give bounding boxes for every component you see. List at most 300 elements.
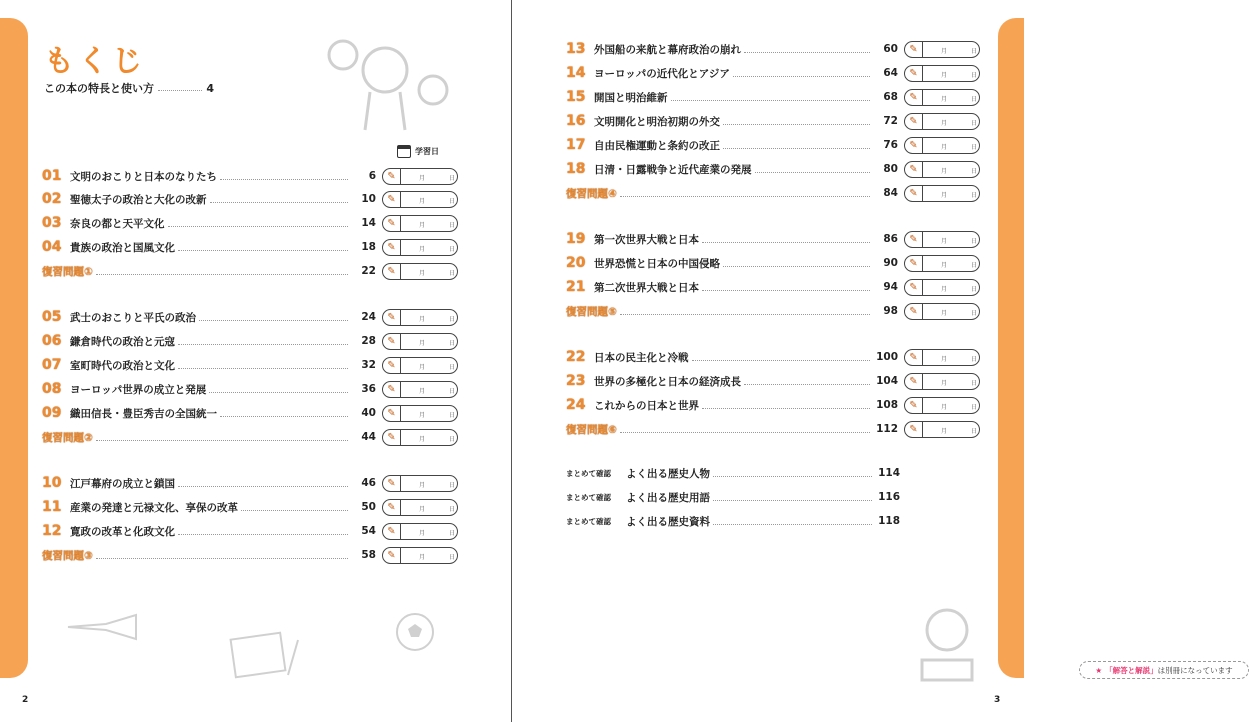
- leader-dots: [713, 493, 872, 501]
- pencil-icon: ✎: [905, 256, 923, 271]
- leader-dots: [178, 243, 348, 251]
- lesson-row[interactable]: [566, 39, 980, 59]
- study-date-box[interactable]: [904, 349, 980, 366]
- study-date-box[interactable]: [382, 168, 458, 185]
- leader-dots: [96, 551, 348, 559]
- day-label: 日: [449, 269, 456, 277]
- pencil-icon: ✎: [383, 310, 401, 325]
- review-row[interactable]: [566, 183, 980, 203]
- intro-row[interactable]: [44, 80, 214, 96]
- study-date-box[interactable]: [904, 161, 980, 178]
- day-label: 日: [449, 435, 456, 443]
- leader-dots: [620, 425, 870, 433]
- review-title: 復習問題③: [42, 549, 93, 562]
- lesson-title: 室町時代の政治と文化: [70, 359, 175, 372]
- lesson-row[interactable]: [566, 395, 980, 415]
- page-number: 80: [883, 163, 898, 175]
- pencil-icon: ✎: [383, 334, 401, 349]
- lesson-row[interactable]: [566, 229, 980, 249]
- lesson-row[interactable]: [566, 277, 980, 297]
- day-label: 日: [971, 143, 978, 151]
- lesson-number: 20: [566, 255, 586, 271]
- lesson-number: 23: [566, 373, 586, 389]
- study-date-box[interactable]: [904, 255, 980, 272]
- month-label: 月: [941, 261, 948, 269]
- lesson-number: 09: [42, 405, 62, 421]
- lesson-row[interactable]: [42, 166, 458, 186]
- study-date-box[interactable]: [904, 89, 980, 106]
- study-date-box[interactable]: [382, 547, 458, 564]
- day-label: 日: [449, 221, 456, 229]
- lesson-number: 11: [42, 499, 62, 515]
- page-title: もくじ: [44, 44, 146, 79]
- month-label: 月: [941, 143, 948, 151]
- month-label: 月: [941, 47, 948, 55]
- summary-label: まとめて確認: [566, 468, 611, 478]
- day-label: 日: [449, 505, 456, 513]
- soccer-ball-icon: [395, 612, 435, 652]
- page-number: 18: [361, 241, 376, 253]
- lesson-title: 第二次世界大戦と日本: [594, 281, 699, 294]
- trumpet-icon: [66, 612, 146, 642]
- lesson-row[interactable]: [566, 253, 980, 273]
- summary-label: まとめて確認: [566, 516, 611, 526]
- day-label: 日: [971, 47, 978, 55]
- lesson-row[interactable]: [42, 331, 458, 351]
- pencil-icon: ✎: [383, 476, 401, 491]
- pencil-icon: ✎: [905, 186, 923, 201]
- leader-dots: [713, 517, 872, 525]
- lesson-number: 05: [42, 309, 62, 325]
- lesson-number: 15: [566, 89, 586, 105]
- lesson-title: 世界恐慌と日本の中国侵略: [594, 257, 720, 270]
- summary-row[interactable]: [566, 463, 900, 483]
- month-label: 月: [419, 197, 426, 205]
- lesson-number: 14: [566, 65, 586, 81]
- leader-dots: [96, 267, 348, 275]
- pencil-icon: ✎: [383, 358, 401, 373]
- study-date-box[interactable]: [904, 303, 980, 320]
- intro-label: この本の特長と使い方: [44, 82, 154, 95]
- pencil-icon: ✎: [905, 350, 923, 365]
- review-title: 復習問題②: [42, 431, 93, 444]
- review-row[interactable]: [42, 545, 458, 565]
- month-label: 月: [419, 363, 426, 371]
- summary-title: よく出る歴史資料: [626, 515, 710, 528]
- study-date-box[interactable]: [904, 279, 980, 296]
- lesson-title: 奈良の都と天平文化: [70, 217, 165, 230]
- lesson-number: 06: [42, 333, 62, 349]
- study-date-box[interactable]: [382, 191, 458, 208]
- page-number: 58: [361, 549, 376, 561]
- summary-label: まとめて確認: [566, 492, 611, 502]
- lesson-title: 日清・日露戦争と近代産業の発展: [594, 163, 752, 176]
- study-date-box[interactable]: [904, 65, 980, 82]
- lesson-title: 日本の民主化と冷戦: [594, 351, 689, 364]
- lesson-title: 聖徳太子の政治と大化の改新: [70, 193, 207, 206]
- page-number-right: 3: [994, 695, 1001, 705]
- pencil-icon: ✎: [383, 216, 401, 231]
- study-date-box[interactable]: [904, 113, 980, 130]
- lesson-title: 鎌倉時代の政治と元寇: [70, 335, 175, 348]
- summary-row[interactable]: [566, 511, 900, 531]
- lesson-title: 寛政の改革と化政文化: [70, 525, 175, 538]
- note-text: は別冊になっています: [1157, 665, 1233, 675]
- lesson-row[interactable]: [566, 63, 980, 83]
- review-row[interactable]: [42, 427, 458, 447]
- leader-dots: [723, 141, 870, 149]
- leader-dots: [702, 283, 870, 291]
- left-orange-tab: [0, 18, 28, 678]
- month-label: 月: [941, 285, 948, 293]
- leader-dots: [220, 409, 348, 417]
- page-number: 86: [883, 233, 898, 245]
- study-date-box[interactable]: [382, 215, 458, 232]
- lesson-title: 世界の多極化と日本の経済成長: [594, 375, 741, 388]
- review-row[interactable]: [566, 301, 980, 321]
- study-date-box[interactable]: [382, 475, 458, 492]
- leader-dots: [178, 479, 348, 487]
- pencil-icon: ✎: [383, 382, 401, 397]
- notebook-icon: [230, 630, 300, 680]
- lesson-title: これからの日本と世界: [594, 399, 699, 412]
- study-day-header: [397, 145, 439, 158]
- pencil-icon: ✎: [905, 304, 923, 319]
- pencil-icon: ✎: [383, 524, 401, 539]
- study-date-box[interactable]: [904, 397, 980, 414]
- review-title: 復習問題④: [566, 187, 617, 200]
- study-date-box[interactable]: [382, 309, 458, 326]
- note-highlight: 「解答と解説」: [1105, 665, 1158, 675]
- pencil-icon: ✎: [905, 398, 923, 413]
- day-label: 日: [971, 167, 978, 175]
- pencil-icon: ✎: [383, 406, 401, 421]
- page-number: 104: [876, 375, 898, 387]
- month-label: 月: [941, 427, 948, 435]
- day-label: 日: [449, 363, 456, 371]
- pencil-icon: ✎: [383, 430, 401, 445]
- page-number: 14: [361, 217, 376, 229]
- leader-dots: [241, 503, 348, 511]
- day-label: 日: [971, 71, 978, 79]
- lesson-row[interactable]: [566, 87, 980, 107]
- study-date-box[interactable]: [382, 523, 458, 540]
- lesson-title: 武士のおこりと平氏の政治: [70, 311, 196, 324]
- summary-title: よく出る歴史人物: [626, 467, 710, 480]
- lesson-number: 02: [42, 191, 62, 207]
- leader-dots: [702, 235, 870, 243]
- review-row[interactable]: [42, 261, 458, 281]
- page-number: 24: [361, 311, 376, 323]
- day-label: 日: [971, 427, 978, 435]
- page-number: 54: [361, 525, 376, 537]
- page-number: 116: [878, 491, 900, 503]
- lesson-number: 24: [566, 397, 586, 413]
- page-number: 46: [361, 477, 376, 489]
- lesson-row[interactable]: [566, 347, 980, 367]
- leader-dots: [178, 361, 348, 369]
- month-label: 月: [419, 411, 426, 419]
- month-label: 月: [419, 505, 426, 513]
- pencil-icon: ✎: [383, 500, 401, 515]
- review-row[interactable]: [566, 419, 980, 439]
- lesson-row[interactable]: [42, 497, 458, 517]
- lesson-row[interactable]: [566, 371, 980, 391]
- lesson-row[interactable]: [42, 403, 458, 423]
- day-label: 日: [971, 191, 978, 199]
- review-title: 復習問題⑥: [566, 423, 617, 436]
- page-number: 28: [361, 335, 376, 347]
- day-label: 日: [449, 387, 456, 395]
- lesson-row[interactable]: [42, 473, 458, 493]
- lesson-number: 18: [566, 161, 586, 177]
- month-label: 月: [419, 221, 426, 229]
- day-label: 日: [971, 285, 978, 293]
- lesson-number: 03: [42, 215, 62, 231]
- pencil-icon: ✎: [905, 66, 923, 81]
- study-day-label: 学習日: [415, 147, 439, 156]
- answer-booklet-note: [1079, 661, 1249, 679]
- leader-dots: [692, 353, 871, 361]
- month-label: 月: [419, 269, 426, 277]
- page-number: 22: [361, 265, 376, 277]
- month-label: 月: [941, 237, 948, 245]
- lesson-row[interactable]: [42, 355, 458, 375]
- pencil-icon: ✎: [383, 240, 401, 255]
- lesson-row[interactable]: [42, 307, 458, 327]
- leader-dots: [723, 259, 870, 267]
- page-number: 6: [368, 170, 376, 182]
- mascot-studying-icon: [912, 600, 982, 685]
- page-number: 40: [361, 407, 376, 419]
- pencil-icon: ✎: [905, 138, 923, 153]
- lesson-title: 江戸幕府の成立と鎖国: [70, 477, 175, 490]
- lesson-row[interactable]: [42, 521, 458, 541]
- leader-dots: [620, 189, 870, 197]
- pencil-icon: ✎: [905, 232, 923, 247]
- lesson-number: 07: [42, 357, 62, 373]
- pencil-icon: ✎: [905, 374, 923, 389]
- day-label: 日: [449, 529, 456, 537]
- day-label: 日: [449, 197, 456, 205]
- month-label: 月: [419, 529, 426, 537]
- study-date-box[interactable]: [904, 41, 980, 58]
- lesson-title: 織田信長・豊臣秀吉の全国統一: [70, 407, 217, 420]
- summary-row[interactable]: [566, 487, 900, 507]
- lesson-number: 12: [42, 523, 62, 539]
- pencil-icon: ✎: [905, 42, 923, 57]
- study-date-box[interactable]: [904, 421, 980, 438]
- lesson-row[interactable]: [566, 159, 980, 179]
- month-label: 月: [941, 95, 948, 103]
- day-label: 日: [449, 174, 456, 182]
- day-label: 日: [449, 553, 456, 561]
- pencil-icon: ✎: [905, 114, 923, 129]
- lesson-title: 文明のおこりと日本のなりたち: [70, 170, 217, 183]
- study-date-box[interactable]: [904, 373, 980, 390]
- day-label: 日: [971, 355, 978, 363]
- month-label: 月: [941, 379, 948, 387]
- page-number: 36: [361, 383, 376, 395]
- month-label: 月: [941, 119, 948, 127]
- month-label: 月: [941, 71, 948, 79]
- study-date-box[interactable]: [904, 185, 980, 202]
- pencil-icon: ✎: [383, 169, 401, 184]
- page-number: 90: [883, 257, 898, 269]
- day-label: 日: [971, 119, 978, 127]
- lesson-number: 04: [42, 239, 62, 255]
- page-number: 84: [883, 187, 898, 199]
- page-number: 72: [883, 115, 898, 127]
- lesson-title: 開国と明治維新: [594, 91, 668, 104]
- page-number: 10: [361, 193, 376, 205]
- month-label: 月: [941, 191, 948, 199]
- lesson-title: ヨーロッパ世界の成立と発展: [70, 383, 207, 396]
- page-number: 76: [883, 139, 898, 151]
- lesson-number: 13: [566, 41, 586, 57]
- review-title: 復習問題①: [42, 265, 93, 278]
- leader-dots: [702, 401, 870, 409]
- day-label: 日: [449, 339, 456, 347]
- leader-dots: [209, 385, 348, 393]
- lesson-title: ヨーロッパの近代化とアジア: [594, 67, 730, 80]
- lesson-row[interactable]: [566, 135, 980, 155]
- lesson-row[interactable]: [42, 189, 458, 209]
- page-number: 98: [883, 305, 898, 317]
- page-number: 100: [876, 351, 898, 363]
- month-label: 月: [419, 553, 426, 561]
- day-label: 日: [971, 261, 978, 269]
- calendar-icon: [397, 145, 411, 158]
- page-number: 118: [878, 515, 900, 527]
- leader-dots: [178, 337, 348, 345]
- month-label: 月: [419, 435, 426, 443]
- lesson-number: 17: [566, 137, 586, 153]
- leader-dots: [744, 377, 870, 385]
- leader-dots: [620, 307, 870, 315]
- page-number: 32: [361, 359, 376, 371]
- month-label: 月: [941, 403, 948, 411]
- lesson-title: 自由民権運動と条約の改正: [594, 139, 720, 152]
- day-label: 日: [449, 315, 456, 323]
- month-label: 月: [941, 309, 948, 317]
- month-label: 月: [419, 315, 426, 323]
- summary-title: よく出る歴史用語: [626, 491, 710, 504]
- study-date-box[interactable]: [382, 429, 458, 446]
- study-date-box[interactable]: [382, 381, 458, 398]
- leader-dots: [713, 469, 872, 477]
- study-date-box[interactable]: [382, 239, 458, 256]
- study-date-box[interactable]: [382, 405, 458, 422]
- leader-dots: [671, 93, 871, 101]
- page-number: 112: [876, 423, 898, 435]
- month-label: 月: [419, 174, 426, 182]
- leader-dots: [210, 195, 349, 203]
- leader-dots: [220, 172, 348, 180]
- pencil-icon: ✎: [383, 548, 401, 563]
- study-date-box[interactable]: [382, 263, 458, 280]
- lesson-title: 外国船の来航と幕府政治の崩れ: [594, 43, 741, 56]
- pencil-icon: ✎: [383, 264, 401, 279]
- study-date-box[interactable]: [904, 137, 980, 154]
- page-number: 114: [878, 467, 900, 479]
- lesson-number: 16: [566, 113, 586, 129]
- lesson-title: 文明開化と明治初期の外交: [594, 115, 720, 128]
- page-number: 94: [883, 281, 898, 293]
- study-date-box[interactable]: [382, 333, 458, 350]
- page-number: 68: [883, 91, 898, 103]
- lesson-number: 08: [42, 381, 62, 397]
- star-icon: ★: [1095, 665, 1103, 675]
- leader-dots: [755, 165, 871, 173]
- lesson-row[interactable]: [42, 379, 458, 399]
- mascot-cheer-icon: [325, 30, 455, 130]
- leader-dots: [744, 45, 870, 53]
- pencil-icon: ✎: [905, 422, 923, 437]
- page-number: 44: [361, 431, 376, 443]
- leader-dots: [733, 69, 870, 77]
- day-label: 日: [971, 95, 978, 103]
- lesson-title: 第一次世界大戦と日本: [594, 233, 699, 246]
- pencil-icon: ✎: [383, 192, 401, 207]
- pencil-icon: ✎: [905, 162, 923, 177]
- leader-dots: [168, 219, 349, 227]
- study-date-box[interactable]: [382, 499, 458, 516]
- leader-dots: [199, 313, 348, 321]
- page-number: 64: [883, 67, 898, 79]
- day-label: 日: [971, 403, 978, 411]
- month-label: 月: [419, 387, 426, 395]
- leader-dots: [96, 433, 348, 441]
- page-number: 108: [876, 399, 898, 411]
- leader-dots: [723, 117, 870, 125]
- day-label: 日: [449, 411, 456, 419]
- lesson-number: 22: [566, 349, 586, 365]
- lesson-title: 貴族の政治と国風文化: [70, 241, 175, 254]
- day-label: 日: [971, 309, 978, 317]
- day-label: 日: [449, 481, 456, 489]
- lesson-row[interactable]: [42, 213, 458, 233]
- pencil-icon: ✎: [905, 90, 923, 105]
- leader-dots: [178, 527, 348, 535]
- lesson-number: 01: [42, 168, 62, 184]
- day-label: 日: [971, 237, 978, 245]
- lesson-row[interactable]: [42, 237, 458, 257]
- review-title: 復習問題⑤: [566, 305, 617, 318]
- page-number-left: 2: [22, 695, 29, 705]
- intro-page: 4: [206, 81, 214, 95]
- page-number: 60: [883, 43, 898, 55]
- month-label: 月: [419, 481, 426, 489]
- page-number: 50: [361, 501, 376, 513]
- day-label: 日: [449, 245, 456, 253]
- lesson-row[interactable]: [566, 111, 980, 131]
- lesson-number: 21: [566, 279, 586, 295]
- month-label: 月: [941, 355, 948, 363]
- lesson-title: 産業の発達と元禄文化、享保の改革: [70, 501, 238, 514]
- leader-dots: [158, 85, 202, 91]
- month-label: 月: [419, 245, 426, 253]
- pencil-icon: ✎: [905, 280, 923, 295]
- study-date-box[interactable]: [382, 357, 458, 374]
- month-label: 月: [941, 167, 948, 175]
- day-label: 日: [971, 379, 978, 387]
- lesson-number: 10: [42, 475, 62, 491]
- right-orange-tab: [998, 18, 1024, 678]
- month-label: 月: [419, 339, 426, 347]
- study-date-box[interactable]: [904, 231, 980, 248]
- lesson-number: 19: [566, 231, 586, 247]
